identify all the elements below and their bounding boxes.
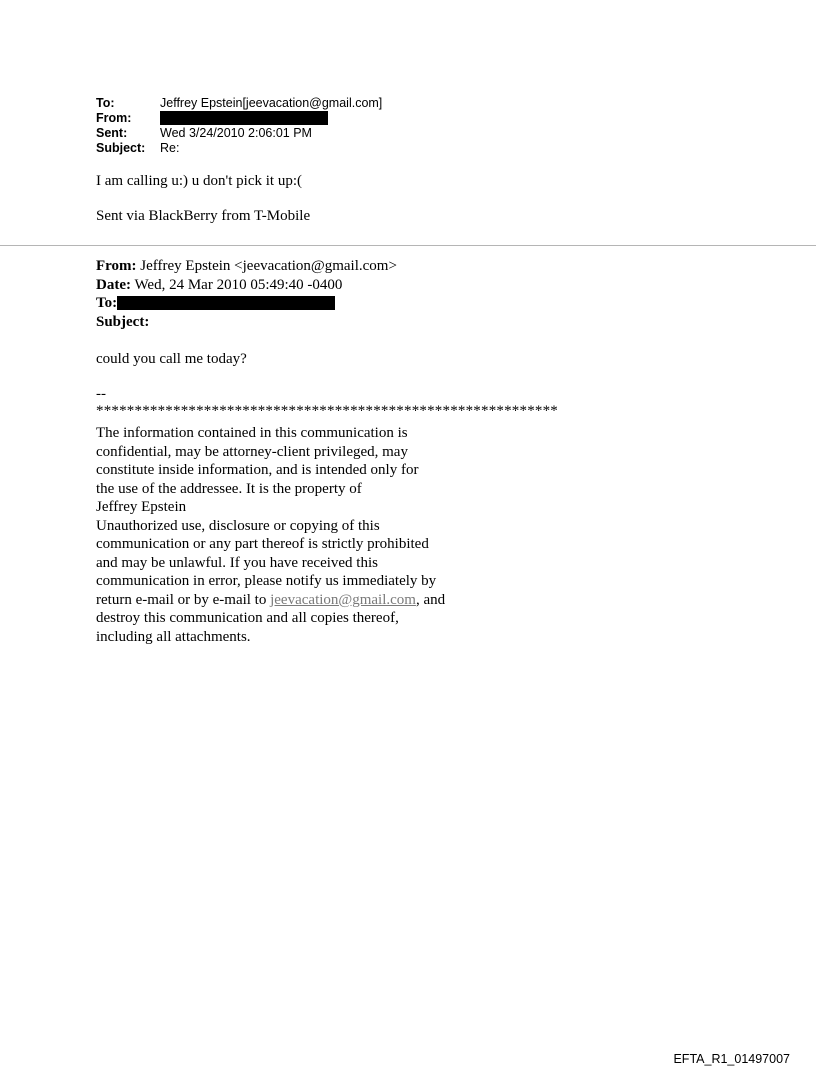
asterisk-separator: ************************************************************ (96, 403, 558, 419)
quoted-subject-label: Subject: (96, 313, 150, 330)
sent-value: Wed 3/24/2010 2:06:01 PM (160, 126, 312, 140)
disclaimer-line: Jeffrey Epstein (96, 499, 187, 515)
to-label: To: (96, 96, 115, 110)
signature-dashes: -- (96, 386, 106, 402)
to-row (96, 96, 496, 111)
email-header (96, 96, 496, 156)
quoted-from-label: From: (96, 258, 137, 274)
quoted-date-value: Wed, 24 Mar 2010 05:49:40 -0400 (134, 276, 343, 293)
redaction-bar (117, 296, 335, 310)
from-label: From: (96, 111, 132, 125)
sent-label: Sent: (96, 126, 128, 140)
subject-value: Re: (160, 141, 180, 155)
confidentiality-disclaimer (96, 424, 516, 646)
disclaimer-line: the use of the addressee. It is the property of (96, 480, 362, 497)
quoted-date-label: Date: (96, 276, 131, 293)
disclaimer-line: destroy this communication and all copies thereof, (96, 610, 399, 626)
disclaimer-line: communication or any part thereof is strictly prohibited (96, 536, 429, 552)
disclaimer-line: constitute inside information, and is intended only for (96, 462, 419, 478)
disclaimer-text: return e-mail or by e-mail to (96, 591, 271, 608)
sent-row (96, 126, 496, 141)
document-id: EFTA_R1_01497007 (673, 1052, 790, 1066)
quoted-from-row (96, 257, 596, 276)
quoted-from-value: Jeffrey Epstein <jeevacation@gmail.com> (140, 258, 397, 274)
email-link[interactable]: jeevacation@gmail.com (270, 591, 416, 608)
from-row (96, 111, 496, 126)
reply-signature: Sent via BlackBerry from T-Mobile (96, 208, 311, 224)
disclaimer-line: including all attachments. (96, 628, 251, 645)
quoted-message: could you call me today? (96, 351, 247, 367)
quoted-header (96, 257, 596, 331)
disclaimer-line: Unauthorized use, disclosure or copying of this (96, 517, 380, 534)
disclaimer-line-with-link (96, 591, 516, 610)
subject-label: Subject: (96, 141, 146, 155)
quoted-date-row (96, 276, 596, 295)
disclaimer-line: communication in error, please notify us immediately by (96, 573, 437, 589)
to-value: Jeffrey Epstein[jeevacation@gmail.com] (160, 96, 383, 110)
from-value-redacted (160, 111, 328, 126)
quoted-subject-row (96, 313, 596, 332)
disclaimer-line: confidential, may be attorney-client privileged, may (96, 443, 408, 460)
disclaimer-text: , and (415, 591, 446, 608)
message-divider (0, 245, 816, 246)
quoted-to-row (96, 294, 596, 313)
reply-message: I am calling u:) u don't pick it up:( (96, 173, 302, 189)
disclaimer-line: The information contained in this communication is (96, 425, 408, 441)
disclaimer-line: and may be unlawful. If you have received this (96, 554, 378, 571)
subject-row (96, 141, 496, 156)
redaction-bar (160, 111, 328, 125)
quoted-to-label: To: (96, 295, 118, 311)
